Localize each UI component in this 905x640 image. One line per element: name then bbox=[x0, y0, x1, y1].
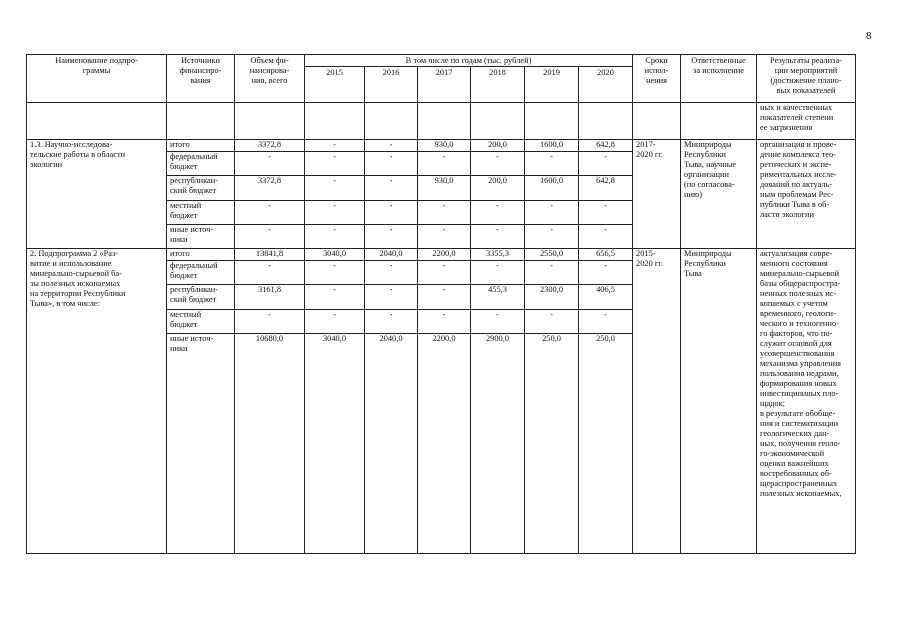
year-cell: 930,0 bbox=[418, 176, 471, 201]
total-cell: 3372,8 bbox=[235, 176, 305, 201]
source-cell: федеральный бюджет bbox=[167, 261, 235, 285]
year-cell: 2200,0 bbox=[418, 249, 471, 261]
header-terms: Сроки испол- нения bbox=[633, 55, 681, 103]
year-cell: - bbox=[471, 152, 525, 176]
year-cell: - bbox=[305, 261, 365, 285]
header-results: Результаты реализа- ции мероприятий (достижение плано- вых показателей bbox=[757, 55, 856, 103]
year-cell: - bbox=[365, 225, 418, 249]
year-cell: - bbox=[365, 152, 418, 176]
year-cell: 2040,0 bbox=[365, 334, 418, 554]
total-cell: 3372,8 bbox=[235, 140, 305, 152]
source-cell: иные источ- ники bbox=[167, 334, 235, 554]
year-cell: 250,0 bbox=[579, 334, 633, 554]
year-cell: - bbox=[305, 140, 365, 152]
year-cell: 656,5 bbox=[579, 249, 633, 261]
subprogram-name: 2. Подпрограмма 2 «Раз- витие и использование минерально-сырьевой ба- зы полезных ископаемых на территории Республики Тыва», в том числе: bbox=[27, 249, 167, 554]
year-cell: - bbox=[418, 225, 471, 249]
source-cell: республикан- ский бюджет bbox=[167, 176, 235, 201]
year-cell: - bbox=[525, 261, 579, 285]
year-cell: - bbox=[365, 140, 418, 152]
page-number: 8 bbox=[866, 30, 872, 42]
table-row bbox=[27, 249, 856, 261]
total-cell: 3161,8 bbox=[235, 285, 305, 310]
year-cell: - bbox=[305, 201, 365, 225]
year-cell: 2200,0 bbox=[418, 334, 471, 554]
year-cell: 200,0 bbox=[471, 176, 525, 201]
year-cell: - bbox=[305, 225, 365, 249]
header-sources: Источники финансиро- вания bbox=[167, 55, 235, 103]
header-responsible: Ответственные за исполнение bbox=[681, 55, 757, 103]
year-cell: - bbox=[305, 176, 365, 201]
year-cell: - bbox=[471, 225, 525, 249]
header-year: 2016 bbox=[365, 67, 418, 103]
header-by-years: В том числе по годам (тыс. рублей) bbox=[305, 55, 633, 67]
year-cell: - bbox=[305, 310, 365, 334]
year-cell: - bbox=[418, 261, 471, 285]
year-cell: - bbox=[418, 285, 471, 310]
year-cell: 930,0 bbox=[418, 140, 471, 152]
year-cell: 2550,0 bbox=[525, 249, 579, 261]
total-cell: - bbox=[235, 225, 305, 249]
header-year: 2017 bbox=[418, 67, 471, 103]
year-cell: 406,5 bbox=[579, 285, 633, 310]
total-cell: 13841,8 bbox=[235, 249, 305, 261]
year-cell: - bbox=[365, 310, 418, 334]
year-cell: - bbox=[525, 201, 579, 225]
year-cell: - bbox=[365, 261, 418, 285]
header-year: 2015 bbox=[305, 67, 365, 103]
year-cell: - bbox=[471, 310, 525, 334]
responsible-cell: Минприроды Республики Тыва, научные организации (по согласова- нию) bbox=[681, 140, 757, 249]
source-cell: итого bbox=[167, 140, 235, 152]
total-cell: - bbox=[235, 201, 305, 225]
year-cell: - bbox=[579, 201, 633, 225]
year-cell: - bbox=[365, 176, 418, 201]
year-cell: - bbox=[579, 310, 633, 334]
header-year: 2018 bbox=[471, 67, 525, 103]
source-cell: республикан- ский бюджет bbox=[167, 285, 235, 310]
year-cell: - bbox=[418, 201, 471, 225]
total-cell: - bbox=[235, 310, 305, 334]
year-cell: 1600,0 bbox=[525, 140, 579, 152]
year-cell: - bbox=[471, 261, 525, 285]
source-cell: местный бюджет bbox=[167, 201, 235, 225]
year-cell: 2300,0 bbox=[525, 285, 579, 310]
year-cell: - bbox=[579, 152, 633, 176]
year-cell: 455,3 bbox=[471, 285, 525, 310]
year-cell: 3355,3 bbox=[471, 249, 525, 261]
financing-table bbox=[26, 54, 856, 554]
year-cell: - bbox=[418, 152, 471, 176]
year-cell: - bbox=[579, 261, 633, 285]
table-row bbox=[27, 140, 856, 152]
year-cell: 3040,0 bbox=[305, 334, 365, 554]
terms-cell: 2015- 2020 гг. bbox=[633, 249, 681, 554]
year-cell: - bbox=[525, 152, 579, 176]
header-name: Наименование подпро- граммы bbox=[27, 55, 167, 103]
year-cell: 2900,0 bbox=[471, 334, 525, 554]
total-cell: - bbox=[235, 152, 305, 176]
terms-cell: 2017- 2020 гг. bbox=[633, 140, 681, 249]
year-cell: 2040,0 bbox=[365, 249, 418, 261]
source-cell: федеральный бюджет bbox=[167, 152, 235, 176]
header-year: 2019 bbox=[525, 67, 579, 103]
source-cell: иные источ- ники bbox=[167, 225, 235, 249]
year-cell: 642,8 bbox=[579, 140, 633, 152]
results-continuation: ных и качественных показателей степени ее загрязнения bbox=[757, 103, 856, 140]
year-cell: - bbox=[525, 310, 579, 334]
year-cell: - bbox=[365, 285, 418, 310]
source-cell: итого bbox=[167, 249, 235, 261]
year-cell: 1600,0 bbox=[525, 176, 579, 201]
year-cell: - bbox=[365, 201, 418, 225]
header-volume: Объем фи- нансирова- ния, всего bbox=[235, 55, 305, 103]
responsible-cell: Минприроды Республики Тыва bbox=[681, 249, 757, 554]
year-cell: - bbox=[305, 152, 365, 176]
year-cell: - bbox=[579, 225, 633, 249]
year-cell: - bbox=[305, 285, 365, 310]
year-cell: 200,0 bbox=[471, 140, 525, 152]
year-cell: 642,8 bbox=[579, 176, 633, 201]
year-cell: 250,0 bbox=[525, 334, 579, 554]
year-cell: - bbox=[525, 225, 579, 249]
results-cell: организация и прове- дение комплекса тео- ретических и экспе- риментальных иссле- дований по актуаль- ным проблемам Рес- публики Тыва в об- ласти экологии bbox=[757, 140, 856, 249]
table-row bbox=[27, 103, 856, 140]
total-cell: 10680,0 bbox=[235, 334, 305, 554]
year-cell: - bbox=[418, 310, 471, 334]
subprogram-name: 1.3. Научно-исследова- тельские работы в области экологии bbox=[27, 140, 167, 249]
year-cell: 3040,0 bbox=[305, 249, 365, 261]
results-cell: актуализация совре- менного состояния минерально-сырьевой базы общераспростра- ненных полезных ис- копаемых с учетом временного, геологи- ческого и техногенно- го факторов, что по- служит основой для усовершенствования механизма управления пользования недрами, формирования новых инвестиционных пло- щадок; в результате обобще- ния и систематизации геологических дан- ных, получения геоло- го-экономической оценки важнейших востребованных об- щераспространенных полезных ископаемых, bbox=[757, 249, 856, 554]
source-cell: местный бюджет bbox=[167, 310, 235, 334]
year-cell: - bbox=[471, 201, 525, 225]
header-year: 2020 bbox=[579, 67, 633, 103]
total-cell: - bbox=[235, 261, 305, 285]
